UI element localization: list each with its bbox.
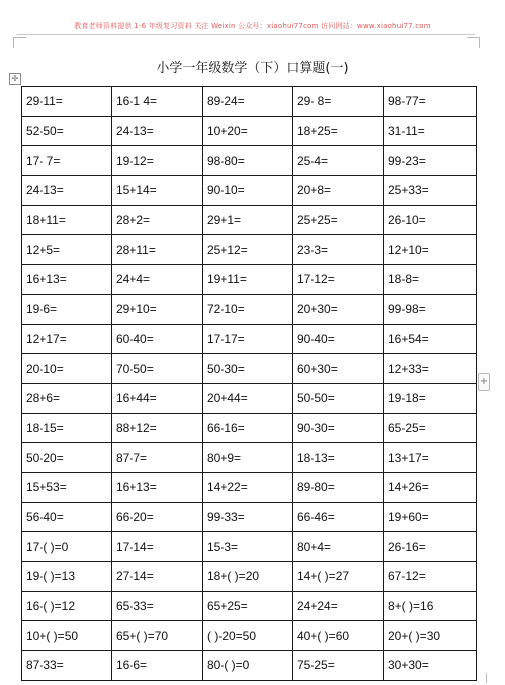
problem-cell[interactable]: 99-98= [384,294,477,324]
arithmetic-table [21,86,477,681]
problem-cell[interactable]: 65+( )=70 [112,621,203,651]
problem-cell[interactable]: 8+( )=16 [384,591,477,621]
problem-cell[interactable]: 16-1 4= [112,87,203,117]
table-row [22,176,477,206]
insert-column-button[interactable]: + [478,373,490,391]
problem-cell[interactable]: 17- 7= [22,146,112,176]
problem-cell[interactable]: 98-77= [384,87,477,117]
problem-cell[interactable]: 29-11= [22,87,112,117]
problem-cell[interactable]: 90-40= [293,324,384,354]
problem-cell[interactable]: 16-6= [112,651,203,681]
problem-cell[interactable]: 50-50= [293,383,384,413]
problem-cell[interactable]: 90-10= [203,176,293,206]
problem-cell[interactable]: 17-12= [293,265,384,295]
table-row [22,443,477,473]
table-row [22,294,477,324]
problem-cell[interactable]: 28+11= [112,235,203,265]
table-row [22,502,477,532]
problem-cell[interactable]: 29- 8= [293,87,384,117]
problem-cell[interactable]: 90-30= [293,413,384,443]
problem-cell[interactable]: 75-25= [293,651,384,681]
problem-cell[interactable]: 18+( )=20 [203,562,293,592]
problem-cell[interactable]: 17-17= [203,324,293,354]
problem-cell[interactable]: 10+20= [203,116,293,146]
problem-cell[interactable]: 99-23= [384,146,477,176]
problem-cell[interactable]: 25+33= [384,176,477,206]
problem-cell[interactable]: 66-46= [293,502,384,532]
problem-cell[interactable]: 89-80= [293,472,384,502]
header-divider [17,34,475,35]
crop-mark-top-right [467,37,480,48]
problem-cell[interactable]: 88+12= [112,413,203,443]
problem-cell[interactable]: 70-50= [112,354,203,384]
problem-cell[interactable]: 17-( )=0 [22,532,112,562]
problem-cell[interactable]: 19-12= [112,146,203,176]
problem-cell[interactable]: 20+( )=30 [384,621,477,651]
problem-cell[interactable]: 16+13= [22,265,112,295]
problem-cell[interactable]: 60-40= [112,324,203,354]
table-row [22,324,477,354]
problem-cell[interactable]: 28+6= [22,383,112,413]
problem-cell[interactable]: 20-10= [22,354,112,384]
problem-cell[interactable]: 80+4= [293,532,384,562]
problem-cell[interactable]: 66-16= [203,413,293,443]
problem-cell[interactable]: 18-8= [384,265,477,295]
table-row [22,354,477,384]
arithmetic-table-body [22,87,477,681]
problem-cell[interactable]: 98-80= [203,146,293,176]
problem-cell[interactable]: 15+14= [112,176,203,206]
problem-cell[interactable]: 20+8= [293,176,384,206]
problem-cell[interactable]: ( )-20=50 [203,621,293,651]
table-row [22,562,477,592]
problem-cell[interactable]: 24-13= [112,116,203,146]
problem-cell[interactable]: 25-4= [293,146,384,176]
problem-cell[interactable]: 18-13= [293,443,384,473]
problem-cell[interactable]: 24+24= [293,591,384,621]
problem-cell[interactable]: 50-30= [203,354,293,384]
problem-cell[interactable]: 28+2= [112,205,203,235]
problem-cell[interactable]: 65-33= [112,591,203,621]
problem-cell[interactable]: 66-20= [112,502,203,532]
table-row [22,413,477,443]
problem-cell[interactable]: 25+25= [293,205,384,235]
problem-cell[interactable]: 15+53= [22,472,112,502]
crop-mark-top-left [13,37,26,48]
problem-cell[interactable]: 87-33= [22,651,112,681]
problem-cell[interactable]: 65-25= [384,413,477,443]
table-row [22,383,477,413]
problem-cell[interactable]: 20+44= [203,383,293,413]
table-row [22,87,477,117]
problem-cell[interactable]: 89-24= [203,87,293,117]
table-row [22,532,477,562]
problem-cell[interactable]: 56-40= [22,502,112,532]
problem-cell[interactable]: 87-7= [112,443,203,473]
problem-cell[interactable]: 15-3= [203,532,293,562]
problem-cell[interactable]: 27-14= [112,562,203,592]
problem-cell[interactable]: 60+30= [293,354,384,384]
problem-cell[interactable]: 18+25= [293,116,384,146]
table-row [22,472,477,502]
problem-cell[interactable]: 65+25= [203,591,293,621]
problem-cell[interactable]: 25+12= [203,235,293,265]
problem-cell[interactable]: 30+30= [384,651,477,681]
problem-cell[interactable]: 19-18= [384,383,477,413]
problem-cell[interactable]: 29+1= [203,205,293,235]
problem-cell[interactable]: 24+4= [112,265,203,295]
problem-cell[interactable]: 14+22= [203,472,293,502]
problem-cell[interactable]: 12+17= [22,324,112,354]
problem-cell[interactable]: 19-6= [22,294,112,324]
problem-cell[interactable]: 13+17= [384,443,477,473]
problem-cell[interactable]: 80+9= [203,443,293,473]
page-title: 小学一年级数学（下）口算题(一) [156,61,349,76]
page-header-text: 教育老师资料提供 1-6 年级复习资料 关注 Weixin 公众号：xiaohui77com 访问网站：www.xiaohui77.com [74,22,431,30]
problem-cell[interactable]: 17-14= [112,532,203,562]
problem-cell[interactable]: 14+( )=27 [293,562,384,592]
table-row [22,235,477,265]
problem-cell[interactable]: 72-10= [203,294,293,324]
problem-cell[interactable]: 80-( )=0 [203,651,293,681]
problem-cell[interactable]: 26-10= [384,205,477,235]
problem-cell[interactable]: 67-12= [384,562,477,592]
problem-cell[interactable]: 10+( )=50 [22,621,112,651]
problem-cell[interactable]: 16+44= [112,383,203,413]
table-row [22,205,477,235]
table-row [22,621,477,651]
problem-cell[interactable]: 50-20= [22,443,112,473]
problem-cell[interactable]: 26-16= [384,532,477,562]
table-move-handle-icon[interactable]: ✢ [9,73,21,85]
table-row [22,651,477,681]
table-row [22,146,477,176]
problem-cell[interactable]: 40+( )=60 [293,621,384,651]
problem-cell[interactable]: 23-3= [293,235,384,265]
table-row [22,116,477,146]
problem-cell[interactable]: 16-( )=12 [22,591,112,621]
table-row [22,591,477,621]
problem-cell[interactable]: 19+60= [384,502,477,532]
problem-cell[interactable]: 12+10= [384,235,477,265]
problem-cell[interactable]: 18+11= [22,205,112,235]
problem-cell[interactable]: 99-33= [203,502,293,532]
problem-cell[interactable]: 14+26= [384,472,477,502]
problem-cell[interactable]: 20+30= [293,294,384,324]
problem-cell[interactable]: 19-( )=13 [22,562,112,592]
problem-cell[interactable]: 52-50= [22,116,112,146]
problem-cell[interactable]: 29+10= [112,294,203,324]
problem-cell[interactable]: 19+11= [203,265,293,295]
table-row [22,265,477,295]
problem-cell[interactable]: 12+5= [22,235,112,265]
scroll-mark [486,673,487,683]
problem-cell[interactable]: 16+54= [384,324,477,354]
problem-cell[interactable]: 18-15= [22,413,112,443]
problem-cell[interactable]: 31-11= [384,116,477,146]
problem-cell[interactable]: 16+13= [112,472,203,502]
problem-cell[interactable]: 12+33= [384,354,477,384]
problem-cell[interactable]: 24-13= [22,176,112,206]
